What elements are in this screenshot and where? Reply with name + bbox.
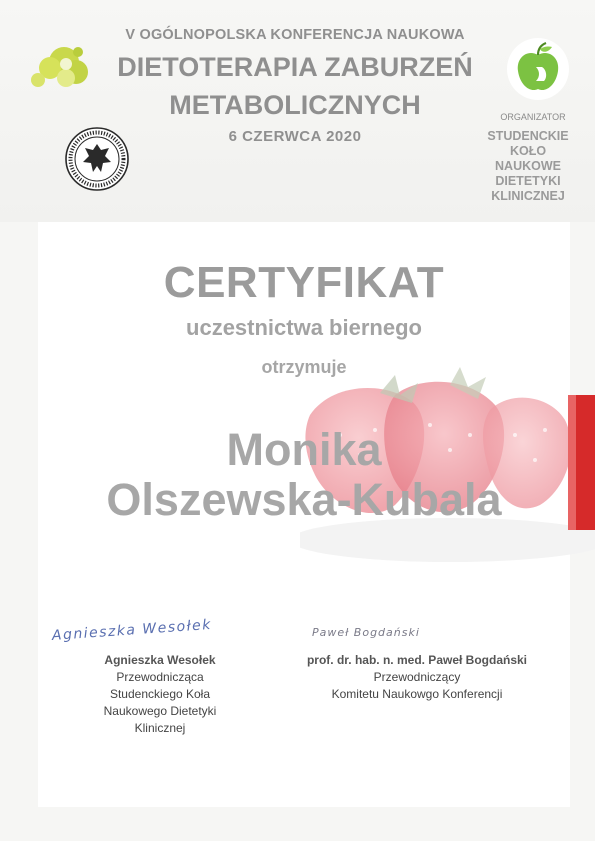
- organizer-name-line: DIETETYKI: [495, 174, 561, 188]
- organizer-name-line: STUDENCKIE KOŁO: [487, 129, 569, 158]
- conference-title-line-2: METABOLICZNYCH: [169, 90, 421, 120]
- certificate-title: CERTYFIKAT: [163, 258, 445, 307]
- left-signature-block: [60, 652, 260, 737]
- left-signatory-role-line: Naukowego Dietetyki: [103, 704, 217, 718]
- apple-logo-icon: [506, 37, 570, 101]
- organizer-name: [468, 129, 588, 204]
- left-handwritten-signature: Agnieszka Wesołek: [51, 616, 213, 644]
- certificate-receives-label: otrzymuje: [261, 357, 347, 377]
- organizer-name-line: NAUKOWE: [495, 159, 561, 173]
- recipient-name: [38, 425, 570, 525]
- right-signature-block: [282, 652, 552, 703]
- right-signatory-role-line: Przewodniczący: [373, 670, 461, 684]
- left-signatory-role-line: Klinicznej: [134, 721, 186, 735]
- right-signatory-role-line: Komitetu Naukowgo Konferencji: [331, 687, 503, 701]
- conference-date: 6 CZERWCA 2020: [228, 128, 362, 145]
- right-handwritten-signature: Paweł Bogdański: [312, 626, 420, 639]
- right-signatory-name: prof. dr. hab. n. med. Paweł Bogdański: [306, 653, 528, 667]
- conference-subtitle: V OGÓLNOPOLSKA KONFERENCJA NAUKOWA: [125, 27, 465, 43]
- recipient-first-name: Monika: [226, 424, 382, 475]
- recipient-last-name: Olszewska-Kubala: [106, 474, 502, 525]
- organizer-label: ORGANIZATOR: [500, 112, 566, 122]
- left-signatory-role-line: Studenckiego Koła: [109, 687, 211, 701]
- organizer-name-line: KLINICZNEJ: [491, 189, 565, 203]
- left-signatory-role-line: Przewodnicząca: [116, 670, 204, 684]
- certificate-subtitle: uczestnictwa biernego: [186, 315, 422, 340]
- conference-logo-icon: [26, 38, 96, 90]
- conference-title-line-1: DIETOTERAPIA ZABURZEŃ: [117, 52, 473, 82]
- left-signatory-name: Agnieszka Wesołek: [104, 653, 216, 667]
